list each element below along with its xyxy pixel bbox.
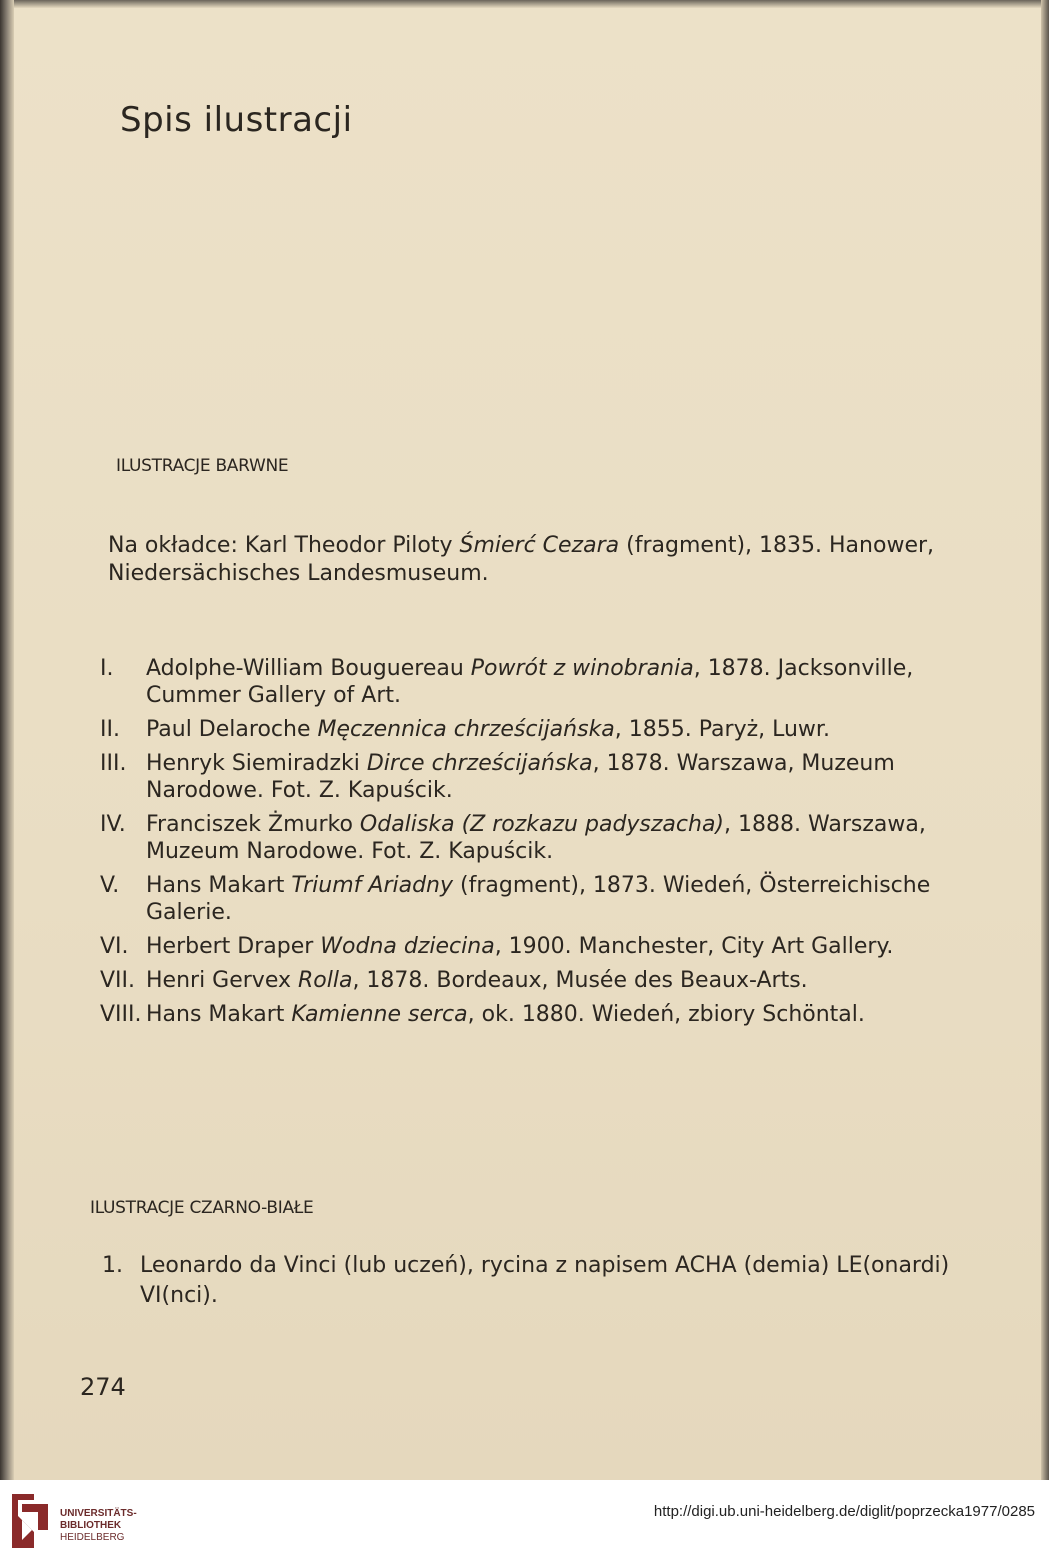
item-details: (fragment), 1873. Wiedeń, Österreichische Galerie. [146,873,931,925]
list-item [100,1001,962,1028]
item-details: , 1878. Bordeaux, Musée des Beaux-Arts. [352,968,808,993]
list-item [100,655,962,709]
item-number: 1. [102,1253,123,1278]
list-item [100,872,962,926]
item-work: Powrót z winobrania [470,656,694,681]
item-number: I. [100,656,114,681]
item-work: Wodna dziecina [320,934,495,959]
cover-prefix: Na okładce: Karl Theodor Piloty [108,533,460,558]
library-name-line3: HEIDELBERG [60,1532,125,1543]
item-details: , 1878. Warszawa, Muzeum Narodowe. Fot. Z. Kapuścik. [146,751,895,803]
library-name-line2: BIBLIOTHEK [60,1520,122,1531]
item-artist: Henri Gervex [146,968,298,993]
cover-credit [108,532,968,588]
page-edge-left [0,0,14,1480]
library-name [60,1508,137,1544]
cover-suffix: (fragment), 1835. Hanower, Niedersächisches Landesmuseum. [108,533,935,586]
footer-bar [0,1480,1049,1563]
item-number: II. [100,717,120,742]
item-number: IV. [100,812,126,837]
item-text: Leonardo da Vinci (lub uczeń), rycina z napisem ACHA (demia) LE(onardi) VI(nci). [140,1253,950,1308]
item-work: Rolla [297,968,353,993]
item-number: V. [100,873,120,898]
item-details: , 1855. Paryż, Luwr. [614,717,830,742]
item-work: Triumf Ariadny [291,873,454,898]
item-artist: Franciszek Żmurko [146,812,360,837]
item-work: Dirce chrześcijańska [366,751,593,776]
library-name-line1: UNIVERSITÄTS- [60,1508,137,1519]
item-work: Kamienne serca [291,1002,468,1027]
cover-work: Śmierć Cezara [459,533,620,558]
color-illustration-list [100,655,962,1035]
item-artist: Henryk Siemiradzki [146,751,367,776]
item-number: VI. [100,934,129,959]
list-item [100,967,962,994]
item-details: , ok. 1880. Wiedeń, zbiory Schöntal. [467,1002,865,1027]
page-edge-top [0,0,1049,8]
item-number: VIII. [100,1002,142,1027]
item-details: , 1900. Manchester, City Art Gallery. [494,934,894,959]
list-item [100,716,962,743]
item-artist: Adolphe-William Bouguereau [146,656,471,681]
source-url-link[interactable]: http://digi.ub.uni-heidelberg.de/diglit/poprzecka1977/0285 [653,1503,1035,1520]
item-artist: Hans Makart [146,1002,292,1027]
item-artist: Hans Makart [146,873,292,898]
library-logo-icon [8,1490,52,1552]
item-work: Męczennica chrześcijańska [317,717,615,742]
item-details: , 1878. Jacksonville, Cummer Gallery of Art. [146,656,914,708]
list-item [100,933,962,960]
section-heading-bw: ILUSTRACJE CZARNO-BIAŁE [90,1198,314,1218]
item-artist: Paul Delaroche [146,717,318,742]
list-item [100,811,962,865]
item-work: Odaliska (Z rozkazu padyszacha) [359,812,725,837]
section-heading-color: ILUSTRACJE BARWNE [116,456,289,476]
item-details: , 1888. Warszawa, Muzeum Narodowe. Fot. Z. Kapuścik. [146,812,926,864]
page-title: Spis ilustracji [120,100,353,140]
bw-illustration-list [102,1251,962,1311]
list-item [102,1251,962,1311]
page-number: 274 [80,1373,126,1401]
page-edge-right [1041,0,1049,1480]
list-item [100,750,962,804]
item-artist: Herbert Draper [146,934,321,959]
item-number: VII. [100,968,136,993]
item-number: III. [100,751,127,776]
